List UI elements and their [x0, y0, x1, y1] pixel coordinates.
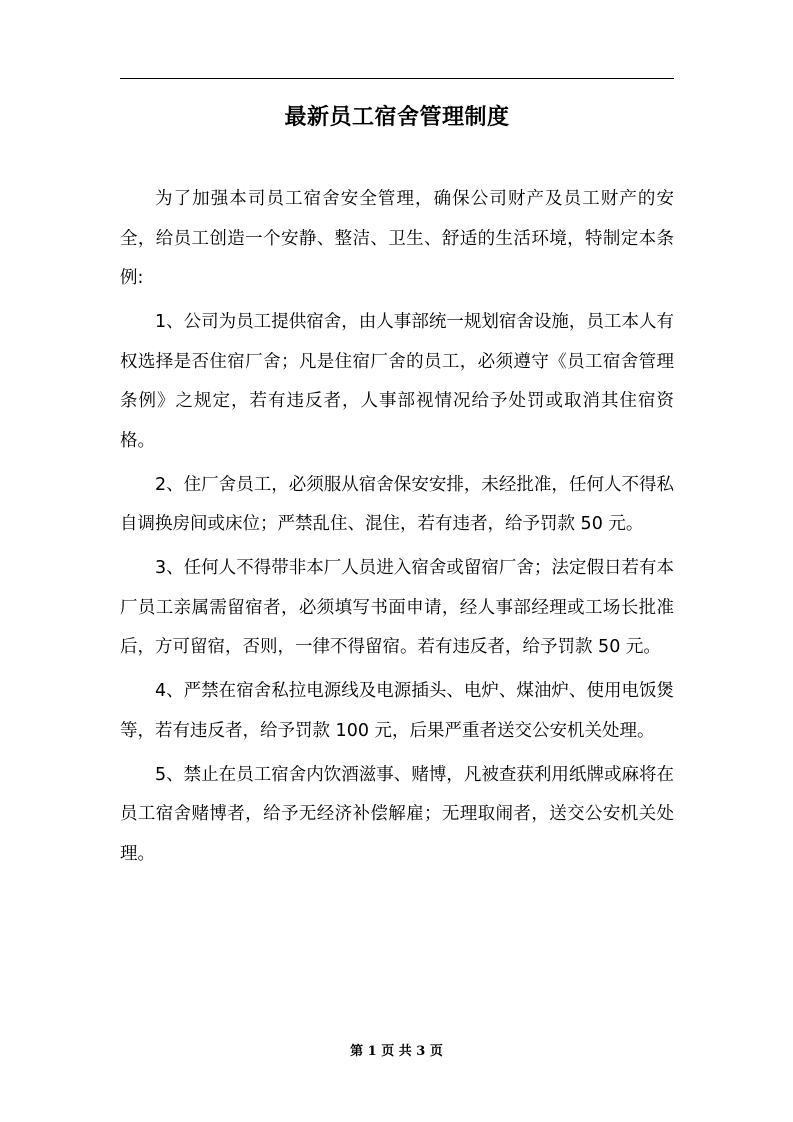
document-body: [120, 180, 674, 879]
rule-5-paragraph: 5、禁止在员工宿舍内饮酒滋事、赌博，凡被查获利用纸牌或麻将在员工宿舍赌博者，给予无经济补偿解雇；无理取闹者，送交公安机关处理。: [120, 764, 674, 864]
intro-paragraph: 为了加强本司员工宿舍安全管理，确保公司财产及员工财产的安全，给员工创造一个安静、整洁、卫生、舒适的生活环境，特制定本条例:: [120, 189, 674, 288]
page-number-footer: 第 1 页 共 3 页: [350, 1044, 443, 1059]
rule-3-paragraph: 3、任何人不得带非本厂人员进入宿舍或留宿厂舍；法定假日若有本厂员工亲属需留宿者，必须填写书面申请，经人事部经理或工场长批准后，方可留宿，否则，一律不得留宿。若有违反者，给予罚款 50 元。: [120, 558, 674, 657]
rule-1-paragraph: 1、公司为员工提供宿舍，由人事部统一规划宿舍设施，员工本人有权选择是否住宿厂舍；凡是住宿厂舍的员工，必须遵守《员工宿舍管理条例》之规定，若有违反者，人事部视情况给予处罚或取消其住宿资格。: [120, 312, 674, 451]
rule-2-paragraph: 2、住厂舍员工，必须服从宿舍保安安排，未经批准，任何人不得私自调换房间或床位；严禁乱住、混住，若有违者，给予罚款 50 元。: [120, 474, 674, 534]
rule-4-paragraph: 4、严禁在宿舍私拉电源线及电源插头、电炉、煤油炉、使用电饭煲等，若有违反者，给予罚款 100 元，后果严重者送交公安机关处理。: [120, 681, 674, 741]
document-title: 最新员工宿舍管理制度: [284, 105, 510, 130]
header-rule: [120, 78, 674, 79]
